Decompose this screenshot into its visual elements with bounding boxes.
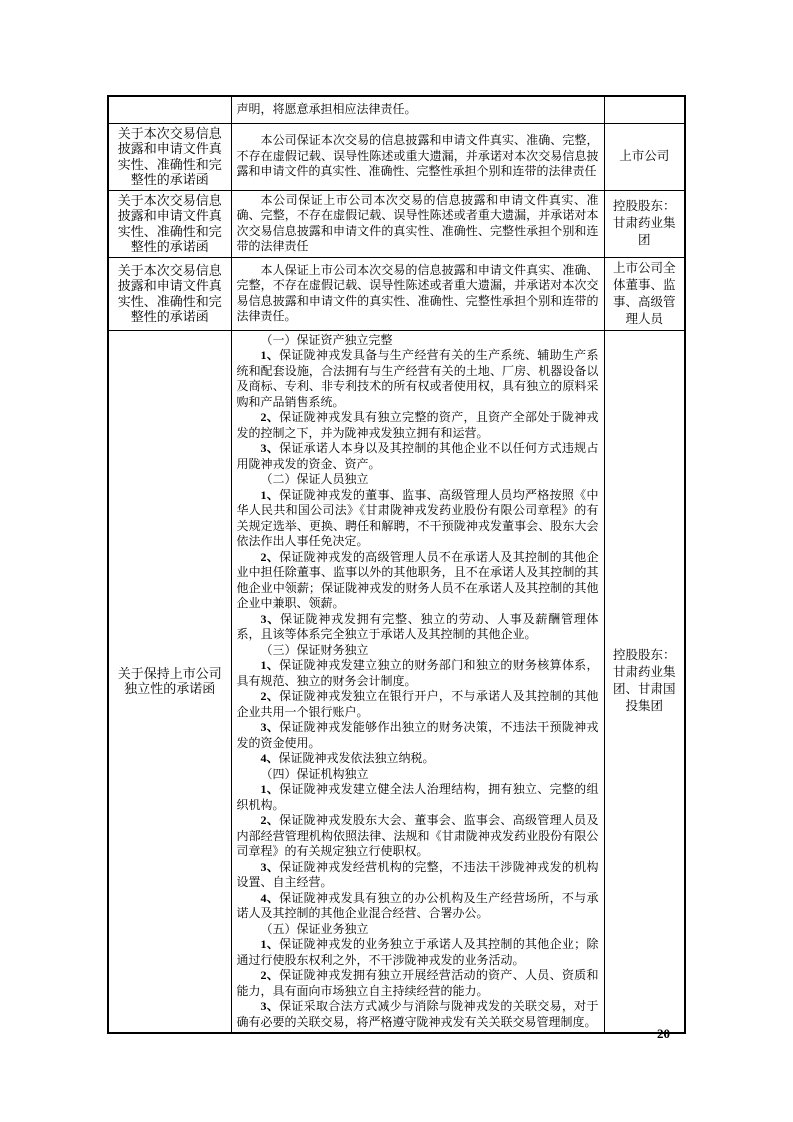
commitment-title-cell: 关于本次交易信息披露和申请文件真实性、准确性和完整性的承诺函: [108, 190, 231, 257]
item-number: 1、: [260, 658, 280, 672]
item-number: 3、: [260, 441, 280, 455]
table-row: [108, 257, 685, 330]
item-number: 1、: [260, 782, 280, 796]
item-number: 3、: [260, 859, 280, 874]
commitment-paragraph: （四）保证机构独立: [260, 766, 369, 781]
page-number: 20: [657, 1026, 670, 1041]
commitment-content-cell: [231, 96, 604, 123]
commitment-paragraph: 3、保证陇神戎发拥有完整、独立的劳动、人事及薪酬管理体系，且该等体系完全独立于承诺人及其控制的其他企业。: [236, 611, 599, 641]
commitment-paragraph: 2、保证陇神戎发的高级管理人员不在承诺人及其控制的其他企业中担任除董事、监事以外的其他职务，且不在承诺人及其控制的其他企业中领薪；保证陇神戎发的财务人员不在承诺人及其控制的其他企业中兼职、领薪。: [236, 549, 599, 610]
commitment-paragraph: 2、保证陇神戎发具有独立完整的资产，且资产全部处于陇神戎发的控制之下，并为陇神戎发独立拥有和运营。: [236, 410, 599, 440]
table-row: [108, 330, 685, 1033]
item-number: 3、: [260, 720, 280, 734]
item-number: 1、: [260, 348, 280, 362]
commitment-party-cell: 上市公司: [604, 123, 685, 190]
commitments-table: [107, 95, 686, 1034]
table-row: [108, 96, 685, 123]
commitment-paragraph: 2、保证陇神戎发股东大会、董事会、监事会、高级管理人员及内部经营管理机构依照法律、法规和《甘肃陇神戎发药业股份有限公司章程》的有关规定独立行使职权。: [236, 813, 599, 858]
commitment-content-cell: [231, 190, 604, 257]
commitment-paragraph: 声明，将愿意承担相应法律责任。: [236, 102, 417, 116]
commitment-paragraph: 1、保证陇神戎发建立独立的财务部门和独立的财务核算体系，具有规范、独立的财务会计制度。: [236, 658, 599, 688]
commitments-table-body: [108, 96, 685, 1033]
item-number: 3、: [260, 999, 280, 1013]
commitment-title-cell: [108, 96, 231, 123]
commitment-content-cell: [231, 123, 604, 190]
commitment-paragraph: 3、保证采取合法方式减少与消除与陇神戎发的关联交易，对于确有必要的关联交易，将严格遵守陇神戎发有关关联交易管理制度。: [236, 999, 599, 1029]
table-row: [108, 123, 685, 190]
commitment-content-cell: [231, 330, 604, 1033]
commitment-paragraph: （一）保证资产独立完整: [260, 332, 393, 347]
commitment-paragraph: 本公司保证本次交易的信息披露和申请文件真实、准确、完整，不存在虚假记载、误导性陈述或重大遗漏，并承诺对本次交易信息披露和申请文件的真实性、准确性、完整性承担个别和连带的法律责任: [236, 133, 599, 179]
item-number: 1、: [260, 487, 280, 502]
item-number: 1、: [260, 937, 280, 951]
commitment-party-cell: 控股股东：甘肃药业集团: [604, 190, 685, 257]
item-number: 4、: [260, 890, 280, 905]
commitment-title-cell: 关于保持上市公司独立性的承诺函: [108, 330, 231, 1033]
commitment-paragraph: 1、保证陇神戎发的董事、监事、高级管理人员均严格按照《中华人民共和国公司法》《甘肃陇神戎发药业股份有限公司章程》的有关规定选举、更换、聘任和解聘，不干预陇神戎发董事会、股东大会依法作出人事任免决定。: [236, 487, 599, 548]
commitment-paragraph: （五）保证业务独立: [260, 921, 369, 936]
commitment-paragraph: 1、保证陇神戎发建立健全法人治理结构，拥有独立、完整的组织机构。: [236, 782, 599, 812]
commitment-paragraph: 本人保证上市公司本次交易的信息披露和申请文件真实、准确、完整，不存在虚假记载、误导性陈述或者重大遗漏，并承诺对本次交易信息披露和申请文件的真实性、准确性、完整性承担个别和连带的法律责任。: [236, 262, 599, 323]
commitment-content-cell: [231, 257, 604, 330]
commitment-title-cell: 关于本次交易信息披露和申请文件真实性、准确性和完整性的承诺函: [108, 123, 231, 190]
commitment-paragraph: （二）保证人员独立: [260, 472, 369, 486]
commitment-paragraph: 本公司保证上市公司本次交易的信息披露和申请文件真实、准确、完整，不存在虚假记载、误导性陈述或者重大遗漏，并承诺对本次交易信息披露和申请文件的真实性、准确性、完整性承担个别和连带的法律责任: [236, 192, 599, 253]
item-number: 4、: [260, 751, 279, 765]
commitment-paragraph: 1、保证陇神戎发具备与生产经营有关的生产系统、辅助生产系统和配套设施，合法拥有与生产经营有关的土地、厂房、机器设备以及商标、专利、非专利技术的所有权或者使用权，具有独立的原料采购和产品销售系统。: [236, 348, 599, 409]
item-number: 2、: [260, 549, 280, 564]
table-row: [108, 190, 685, 257]
commitment-paragraph: 3、保证承诺人本身以及其控制的其他企业不以任何方式违规占用陇神戎发的资金、资产。: [236, 441, 599, 471]
commitment-party-cell: 控股股东：甘肃药业集团、甘肃国投集团: [604, 330, 685, 1033]
commitment-paragraph: 3、保证陇神戎发能够作出独立的财务决策，不违法干预陇神戎发的资金使用。: [236, 720, 599, 750]
commitment-paragraph: 4、保证陇神戎发具有独立的办公机构及生产经营场所，不与承诺人及其控制的其他企业混合经营、合署办公。: [236, 890, 599, 920]
commitment-paragraph: 2、保证陇神戎发独立在银行开户，不与承诺人及其控制的其他企业共用一个银行账户。: [236, 689, 599, 719]
commitment-party-cell: 上市公司全体董事、监事、高级管理人员: [604, 257, 685, 330]
commitment-paragraph: 1、保证陇神戎发的业务独立于承诺人及其控制的其他企业；除通过行使股东权利之外，不干涉陇神戎发的业务活动。: [236, 937, 599, 967]
commitment-party-cell: [604, 96, 685, 123]
item-number: 2、: [260, 968, 280, 982]
commitment-paragraph: 2、保证陇神戎发拥有独立开展经营活动的资产、人员、资质和能力，具有面向市场独立自主持续经营的能力。: [236, 968, 599, 998]
item-number: 2、: [260, 813, 280, 827]
item-number: 3、: [260, 611, 281, 626]
commitment-title-cell: 关于本次交易信息披露和申请文件真实性、准确性和完整性的承诺函: [108, 257, 231, 330]
commitment-paragraph: 4、保证陇神戎发依法独立纳税。: [260, 751, 435, 765]
item-number: 2、: [260, 410, 280, 424]
item-number: 2、: [260, 689, 280, 703]
commitment-paragraph: （三）保证财务独立: [260, 642, 369, 657]
commitment-paragraph: 3、保证陇神戎发经营机构的完整，不违法干涉陇神戎发的机构设置、自主经营。: [236, 859, 599, 889]
